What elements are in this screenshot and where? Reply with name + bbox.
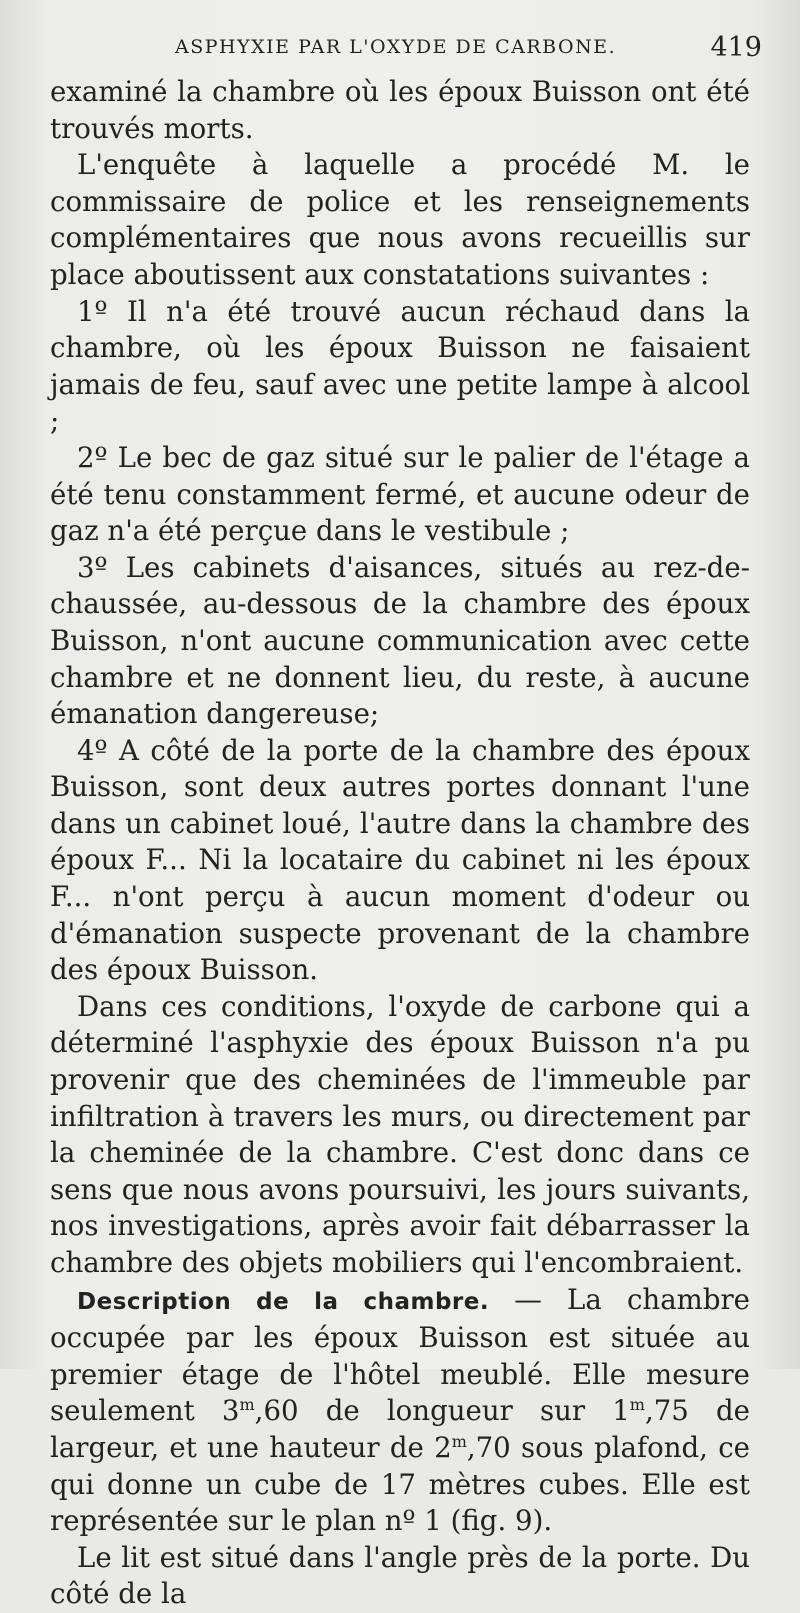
unit-superscript: m bbox=[239, 1395, 255, 1415]
paragraph-lit: Le lit est situé dans l'angle près de la porte. Du côté de la bbox=[50, 1540, 750, 1611]
description-text-b: ,60 de longueur sur 1 bbox=[254, 1394, 630, 1428]
paragraph-description bbox=[50, 1282, 750, 1540]
description-text-d: ,70 sous plafond, ce qui donne un cube de 17 mètres cubes. Elle est représentée sur le plan nº 1 (fig. 9). bbox=[50, 1430, 750, 1538]
page-number: 419 bbox=[710, 32, 762, 63]
paragraph-item-1: 1º Il n'a été trouvé aucun réchaud dans la chambre, où les époux Buisson ne faisaient jamais de feu, sauf avec une petite lampe à alcool ; bbox=[50, 294, 750, 438]
paragraph-item-3: 3º Les cabinets d'aisances, situés au rez-de-chaussée, au-dessous de la chambre des époux Buisson, n'ont aucune communication avec cette chambre et ne donnent lieu, du reste, à aucune émanation dangereuse; bbox=[50, 550, 750, 731]
paragraph-enquete: L'enquête à laquelle a procédé M. le commissaire de police et les renseignements complémentaires que nous avons recueillis sur place aboutissent aux constatations suivantes : bbox=[50, 148, 750, 291]
unit-superscript: m bbox=[451, 1431, 467, 1451]
running-title: ASPHYXIE PAR L'OXYDE DE CARBONE. bbox=[175, 36, 617, 58]
description-text-c: ,75 de largeur, et une hauteur de 2 bbox=[50, 1394, 751, 1464]
body-text bbox=[50, 74, 750, 1613]
paragraph-conditions: Dans ces conditions, l'oxyde de carbone qui a déterminé l'asphyxie des époux Buisson n'a pu provenir que des cheminées de l'immeuble par infiltration à travers les murs, ou directement par la cheminée de la chambre. C'est donc dans ce sens que nous avons poursuivi, les jours suivants, nos investigations, après avoir fait débarrasser la chambre des objets mobiliers qui l'encombraient. bbox=[50, 989, 750, 1279]
description-text-a: — La chambre occupée par les époux Buisson est située au premier étage de l'hôtel meublé. Elle mesure seulement 3 bbox=[50, 1282, 750, 1428]
unit-superscript: m bbox=[629, 1395, 645, 1415]
section-heading: Description de la chambre. bbox=[77, 1288, 490, 1315]
paragraph-item-4: 4º A côté de la porte de la chambre des époux Buisson, sont deux autres portes donnant l'une dans un cabinet loué, l'autre dans la chambre des époux F... Ni la locataire du cabinet ni les époux F... n'ont perçu à aucun moment d'odeur ou d'émanation suspecte provenant de la chambre des époux Buisson. bbox=[50, 733, 750, 987]
running-head bbox=[50, 28, 762, 68]
paragraph-continuation: examiné la chambre où les époux Buisson ont été trouvés morts. bbox=[50, 75, 750, 145]
paragraph-item-2: 2º Le bec de gaz situé sur le palier de l'étage a été tenu constamment fermé, et aucune odeur de gaz n'a été perçue dans le vestibule ; bbox=[50, 440, 750, 548]
